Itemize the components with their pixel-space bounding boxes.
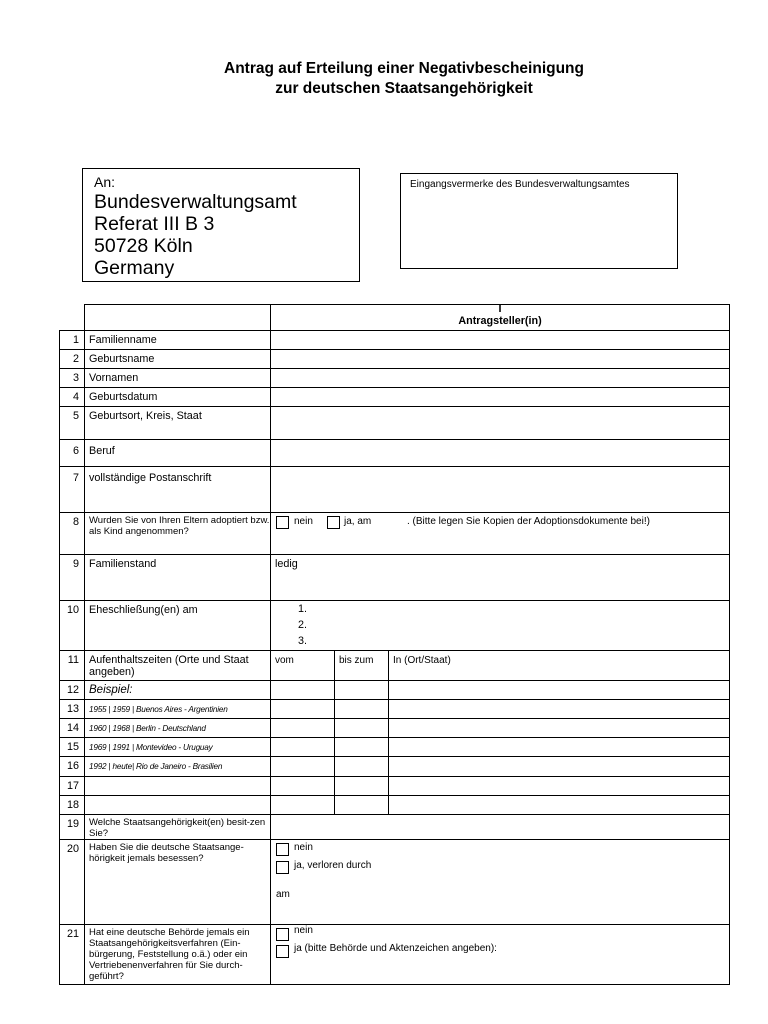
col-header-vom: vom bbox=[271, 651, 335, 681]
form-row bbox=[60, 555, 730, 601]
stay-ort-cell[interactable] bbox=[389, 796, 730, 815]
stay-vom-cell[interactable] bbox=[271, 681, 335, 700]
address-line-1: Bundesverwaltungsamt bbox=[94, 191, 297, 213]
q20-ja-checkbox[interactable] bbox=[276, 861, 289, 874]
row-label-beruf: Beruf bbox=[85, 440, 271, 467]
row-number: 16 bbox=[60, 757, 85, 777]
form-row bbox=[60, 331, 730, 350]
row-label-aufenthaltszeiten: Aufenthaltszeiten (Orte und Staat angeben) bbox=[85, 651, 271, 681]
row-label-familienname: Familienname bbox=[85, 331, 271, 350]
stay-bis-cell[interactable] bbox=[335, 738, 389, 757]
adoption-answer-cell bbox=[271, 513, 730, 555]
header-corner bbox=[60, 305, 85, 331]
stay-label-cell[interactable] bbox=[85, 777, 271, 796]
form-row bbox=[60, 738, 730, 757]
stay-ort-cell[interactable] bbox=[389, 757, 730, 777]
row-number: 13 bbox=[60, 700, 85, 719]
col-header-bis-zum: bis zum bbox=[335, 651, 389, 681]
form-row bbox=[60, 777, 730, 796]
row-number: 10 bbox=[60, 601, 85, 651]
address-line-4: Germany bbox=[94, 257, 175, 279]
row-label-geburtsdatum: Geburtsdatum bbox=[85, 388, 271, 407]
application-form-table bbox=[59, 304, 730, 985]
header-label-cell bbox=[85, 305, 271, 331]
recipient-address-box bbox=[82, 168, 360, 282]
form-row bbox=[60, 513, 730, 555]
form-row bbox=[60, 925, 730, 985]
stay-bis-cell[interactable] bbox=[335, 719, 389, 738]
address-line-3: 50728 Köln bbox=[94, 235, 193, 257]
example-entry: 1955 | 1959 | Buenos Aires - Argentinien bbox=[85, 700, 271, 719]
row-number: 12 bbox=[60, 681, 85, 700]
form-title-line2: zur deutschen Staatsangehörigkeit bbox=[275, 80, 533, 97]
stay-bis-cell[interactable] bbox=[335, 700, 389, 719]
vornamen-input[interactable] bbox=[271, 369, 730, 388]
stay-ort-cell[interactable] bbox=[389, 777, 730, 796]
form-row bbox=[60, 840, 730, 925]
row-label-adoption: Wurden Sie von Ihren Eltern adoptiert bzw. als Kind angenommen? bbox=[85, 513, 271, 555]
col-header-ort: In (Ort/Staat) bbox=[389, 651, 730, 681]
row-label-vornamen: Vornamen bbox=[85, 369, 271, 388]
stay-vom-cell[interactable] bbox=[271, 796, 335, 815]
stay-bis-cell[interactable] bbox=[335, 777, 389, 796]
row-number: 8 bbox=[60, 513, 85, 555]
row-label-eheschliessung: Eheschließung(en) am bbox=[85, 601, 271, 651]
adoption-note: . (Bitte legen Sie Kopien der Adoptionsdokumente bei!) bbox=[407, 516, 650, 527]
row-label-postanschrift: vollständige Postanschrift bbox=[85, 467, 271, 513]
applicant-header bbox=[271, 305, 730, 331]
q21-nein-label: nein bbox=[294, 925, 313, 936]
marriage-item-3: 3. bbox=[298, 635, 308, 647]
row-number: 4 bbox=[60, 388, 85, 407]
stay-vom-cell[interactable] bbox=[271, 757, 335, 777]
q20-nein-checkbox[interactable] bbox=[276, 843, 289, 856]
eheschliessung-cell[interactable] bbox=[271, 601, 730, 651]
form-row bbox=[60, 388, 730, 407]
stay-vom-cell[interactable] bbox=[271, 777, 335, 796]
form-row bbox=[60, 467, 730, 513]
familienstand-value[interactable]: ledig bbox=[271, 555, 730, 601]
form-row bbox=[60, 681, 730, 700]
q21-ja-label: ja (bitte Behörde und Aktenzeichen angeben): bbox=[294, 943, 497, 954]
row-number: 18 bbox=[60, 796, 85, 815]
stay-bis-cell[interactable] bbox=[335, 681, 389, 700]
row-number: 6 bbox=[60, 440, 85, 467]
marriage-item-2: 2. bbox=[298, 619, 308, 631]
form-row bbox=[60, 350, 730, 369]
row-number: 15 bbox=[60, 738, 85, 757]
form-row bbox=[60, 440, 730, 467]
form-row bbox=[60, 700, 730, 719]
row-label-geburtsort: Geburtsort, Kreis, Staat bbox=[85, 407, 271, 440]
header-applicant-label: Antragsteller(in) bbox=[458, 315, 542, 327]
row-number: 17 bbox=[60, 777, 85, 796]
row-number: 19 bbox=[60, 815, 85, 840]
example-entry: 1992 | heute| Rio de Janeiro - Brasilien bbox=[85, 757, 271, 777]
form-row bbox=[60, 757, 730, 777]
row-number: 11 bbox=[60, 651, 85, 681]
stay-ort-cell[interactable] bbox=[389, 719, 730, 738]
example-entry: 1969 | 1991 | Montevideo - Uruguay bbox=[85, 738, 271, 757]
adoption-ja-checkbox[interactable] bbox=[327, 516, 340, 529]
address-to-label: An: bbox=[94, 174, 116, 190]
q20-ja-label: ja, verloren durch bbox=[294, 860, 372, 871]
stay-bis-cell[interactable] bbox=[335, 796, 389, 815]
example-entry: 1960 | 1968 | Berlin - Deutschland bbox=[85, 719, 271, 738]
header-roman-numeral: I bbox=[498, 303, 502, 315]
q20-answer-cell bbox=[271, 840, 730, 925]
row-number: 7 bbox=[60, 467, 85, 513]
adoption-ja-am-label: ja, am bbox=[344, 516, 372, 527]
row-number: 14 bbox=[60, 719, 85, 738]
geburtsort-input[interactable] bbox=[271, 407, 730, 440]
stay-ort-cell[interactable] bbox=[389, 738, 730, 757]
form-title-line1: Antrag auf Erteilung einer Negativbescheinigung bbox=[224, 60, 584, 77]
adoption-nein-checkbox[interactable] bbox=[276, 516, 289, 529]
row-label-behoerdenverfahren: Hat eine deutsche Behörde jemals ein Staatsangehörigkeitsverfahren (Ein-bürgerung, Feststellung o.ä.) oder ein Vertriebenenverfahren für Sie durch-geführt? bbox=[85, 925, 271, 985]
row-number: 3 bbox=[60, 369, 85, 388]
beruf-input[interactable] bbox=[271, 440, 730, 467]
q21-ja-checkbox[interactable] bbox=[276, 945, 289, 958]
form-row bbox=[60, 651, 730, 681]
row-number: 21 bbox=[60, 925, 85, 985]
row-label-staatsangehoerigkeit: Welche Staatsangehörigkeit(en) besit-zen Sie? bbox=[85, 815, 271, 840]
q21-answer-cell bbox=[271, 925, 730, 985]
row-label-deutsche-sa-besessen: Haben Sie die deutsche Staatsange-hörigkeit jemals besessen? bbox=[85, 840, 271, 925]
row-number: 5 bbox=[60, 407, 85, 440]
row-label-geburtsname: Geburtsname bbox=[85, 350, 271, 369]
row-number: 9 bbox=[60, 555, 85, 601]
form-row bbox=[60, 407, 730, 440]
marriage-item-1: 1. bbox=[298, 603, 308, 615]
receipt-stamp-label: Eingangsvermerke des Bundesverwaltungsamtes bbox=[410, 179, 630, 190]
row-number: 1 bbox=[60, 331, 85, 350]
stay-ort-cell[interactable] bbox=[389, 681, 730, 700]
q20-nein-label: nein bbox=[294, 842, 313, 853]
form-row bbox=[60, 719, 730, 738]
form-row bbox=[60, 601, 730, 651]
stay-vom-cell[interactable] bbox=[271, 719, 335, 738]
q20-am-label: am bbox=[276, 889, 290, 900]
row-label-beispiel: Beispiel: bbox=[85, 681, 271, 700]
postanschrift-input[interactable] bbox=[271, 467, 730, 513]
geburtsname-input[interactable] bbox=[271, 350, 730, 369]
form-row bbox=[60, 796, 730, 815]
row-number: 2 bbox=[60, 350, 85, 369]
adoption-nein-label: nein bbox=[294, 516, 313, 527]
staatsangehoerigkeit-input[interactable] bbox=[271, 815, 730, 840]
stay-ort-cell[interactable] bbox=[389, 700, 730, 719]
form-row bbox=[60, 369, 730, 388]
stay-vom-cell[interactable] bbox=[271, 700, 335, 719]
address-line-2: Referat III B 3 bbox=[94, 213, 215, 235]
geburtsdatum-input[interactable] bbox=[271, 388, 730, 407]
familienname-input[interactable] bbox=[271, 331, 730, 350]
stay-bis-cell[interactable] bbox=[335, 757, 389, 777]
q21-nein-checkbox[interactable] bbox=[276, 928, 289, 941]
stay-vom-cell[interactable] bbox=[271, 738, 335, 757]
receipt-stamp-box[interactable] bbox=[400, 173, 678, 269]
form-row bbox=[60, 815, 730, 840]
row-number: 20 bbox=[60, 840, 85, 925]
stay-label-cell[interactable] bbox=[85, 796, 271, 815]
row-label-familienstand: Familienstand bbox=[85, 555, 271, 601]
